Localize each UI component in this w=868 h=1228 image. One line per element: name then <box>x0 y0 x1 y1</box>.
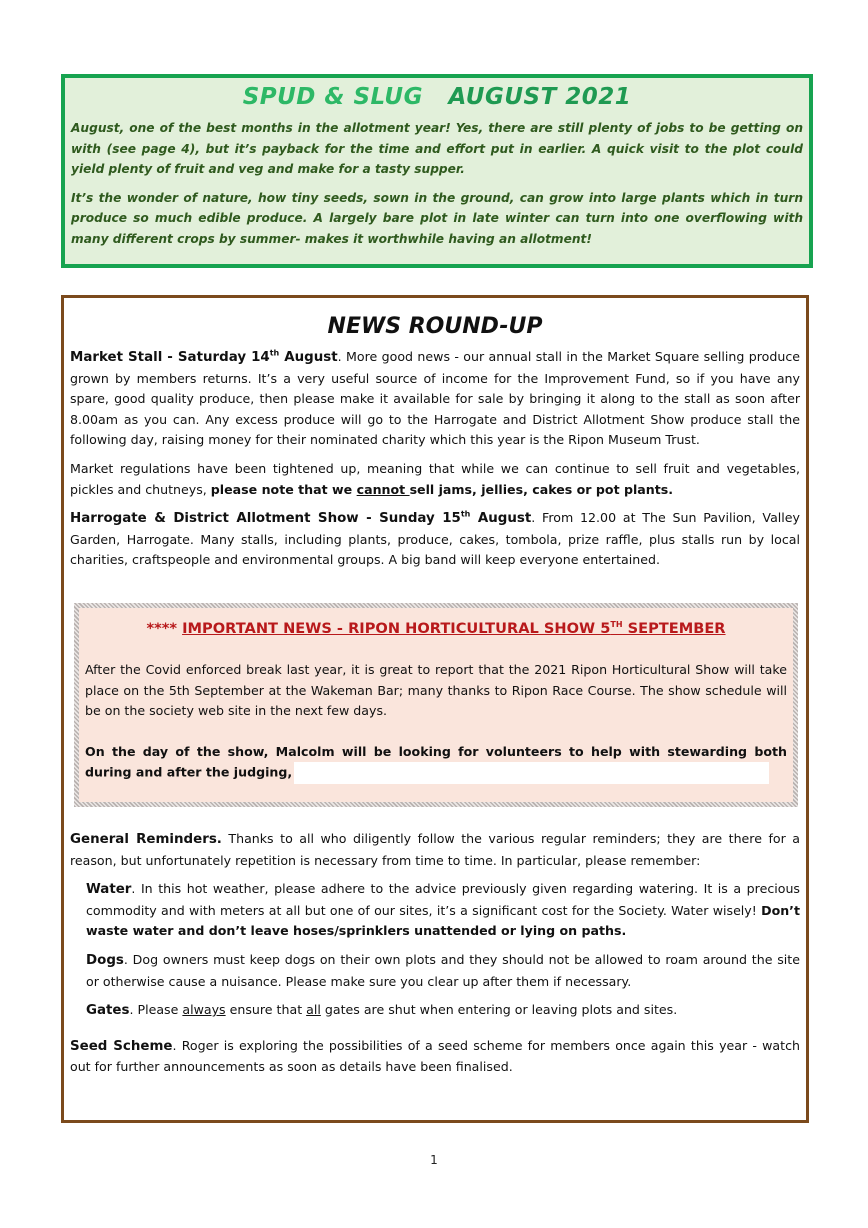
news-title: NEWS ROUND-UP <box>327 314 543 339</box>
intro-box <box>61 74 813 268</box>
important-news-box <box>74 603 798 807</box>
intro-paragraph: August, one of the best months in the allotment year! Yes, there are still plenty of jobs to be getting on with (see page 4), but it’s payback for the time and effort put in earlier. A quick visit to the plot could yield plenty of fruit and veg and make for a tasty supper. <box>71 121 803 176</box>
dogs-heading: Dogs <box>86 952 124 968</box>
newsletter-name: SPUD & SLUG <box>242 84 423 110</box>
newsletter-title <box>71 84 803 110</box>
general-reminders-heading: General Reminders. <box>70 831 222 847</box>
important-news-heading: IMPORTANT NEWS - RIPON HORTICULTURAL SHOW 5TH SEPTEMBER <box>182 619 726 637</box>
regulations-warning: please note that we cannot sell jams, jellies, cakes or pot plants. <box>210 481 674 497</box>
water-heading: Water <box>86 882 132 898</box>
market-stall-paragraph: Market Stall - Saturday 14th August. More good news - our annual stall in the Market Square selling produce grown by members returns. It’s a very useful source of income for the Improvement Fund, so if you have any spare, good quality produce, then please make it available for sale by bringing it along to the stall as soon after 8.00am as you can. Any excess produce will go to the Harrogate and District Allotment Show produce stall the following day, raising money for their nominated charity which this year is the Ripon Museum Trust. <box>70 348 800 448</box>
gates-heading: Gates <box>86 1003 130 1019</box>
news-roundup-box <box>61 295 809 1123</box>
harrogate-show-body: From 12.00 at The Sun Pavilion, Valley Garden, Harrogate. Many stalls, including plants, produce, cakes, tombola, prize raffle, plus stalls run by local charities, craftspeople and environmental groups. A big band will keep everyone entertained. <box>70 510 800 568</box>
newsletter-issue: AUGUST 2021 <box>448 84 632 110</box>
redacted-area <box>294 762 769 784</box>
regulations-paragraph: Market regulations have been tightened up, meaning that while we can continue to sell fruit and vegetables, pickles and chutneys, please note that we cannot sell jams, jellies, cakes or pot plants. <box>70 460 800 497</box>
page-number: 1 <box>430 1153 438 1167</box>
stars-marker: **** <box>146 619 177 637</box>
gates-reminder: Gates. Please always ensure that all gates are shut when entering or leaving plots and sites. <box>86 1002 678 1019</box>
seed-scheme-paragraph: Seed Scheme. Roger is exploring the possibilities of a seed scheme for members once again this year - watch out for further announcements as soon as details have been finalised. <box>70 1037 800 1075</box>
market-stall-body: More good news - our annual stall in the Market Square selling produce grown by members returns. It’s a very useful source of income for the Improvement Fund, so if you have any spare, good quality produce, then please make it available for sale by bringing it along to the stall as soon after 8.00am as you can. Any excess produce will go to the Harrogate and District Allotment Show produce stall the following day, raising money for their nominated charity which this year is the Ripon Museum Trust. <box>70 349 800 448</box>
harrogate-show-heading: Harrogate & District Allotment Show - Sunday 15th August <box>70 509 532 527</box>
market-stall-heading: Market Stall - Saturday 14th August <box>70 348 338 365</box>
seed-scheme-heading: Seed Scheme <box>70 1038 173 1054</box>
water-reminder: Water. In this hot weather, please adhere to the advice previously given regarding watering. It is a precious commodity and with meters at all but one of our sites, it’s a significant cost for the Society. Water wisely! Don’t waste water and don’t leave hoses/sprinklers unattended or lying on paths. <box>86 881 800 939</box>
important-news-title <box>85 620 787 637</box>
volunteers-paragraph: On the day of the show, Malcolm will be looking for volunteers to help with stewarding both during and after the judging, <box>85 742 787 785</box>
intro-paragraph: It’s the wonder of nature, how tiny seeds, sown in the ground, can grow into large plants which in turn produce so much edible produce. A largely bare plot in late winter can turn into one overflowing with many different crops by summer- makes it worthwhile having an allotment! <box>71 190 803 246</box>
water-warning: Don’t waste water and don’t leave hoses/sprinklers unattended or lying on paths. <box>86 902 800 939</box>
general-reminders-paragraph: General Reminders. Thanks to all who diligently follow the various regular reminders; they are there for a reason, but unfortunately repetition is necessary from time to time. In particular, please remember: <box>70 830 800 868</box>
dogs-reminder: Dogs. Dog owners must keep dogs on their own plots and they should not be allowed to roam around the site or otherwise cause a nuisance. Please make sure you clear up after them if necessary. <box>86 951 800 989</box>
harrogate-show-paragraph: Harrogate & District Allotment Show - Sunday 15th August. From 12.00 at The Sun Pavilion, Valley Garden, Harrogate. Many stalls, including plants, produce, cakes, tombola, prize raffle, plus stalls run by local charities, craftspeople and environmental groups. A big band will keep everyone entertained. <box>70 509 800 568</box>
ripon-show-paragraph: After the Covid enforced break last year, it is great to report that the 2021 Ripon Horticultural Show will take place on the 5th September at the Wakeman Bar; many thanks to Ripon Race Course. The show schedule will be on the society web site in the next few days. <box>85 661 787 719</box>
